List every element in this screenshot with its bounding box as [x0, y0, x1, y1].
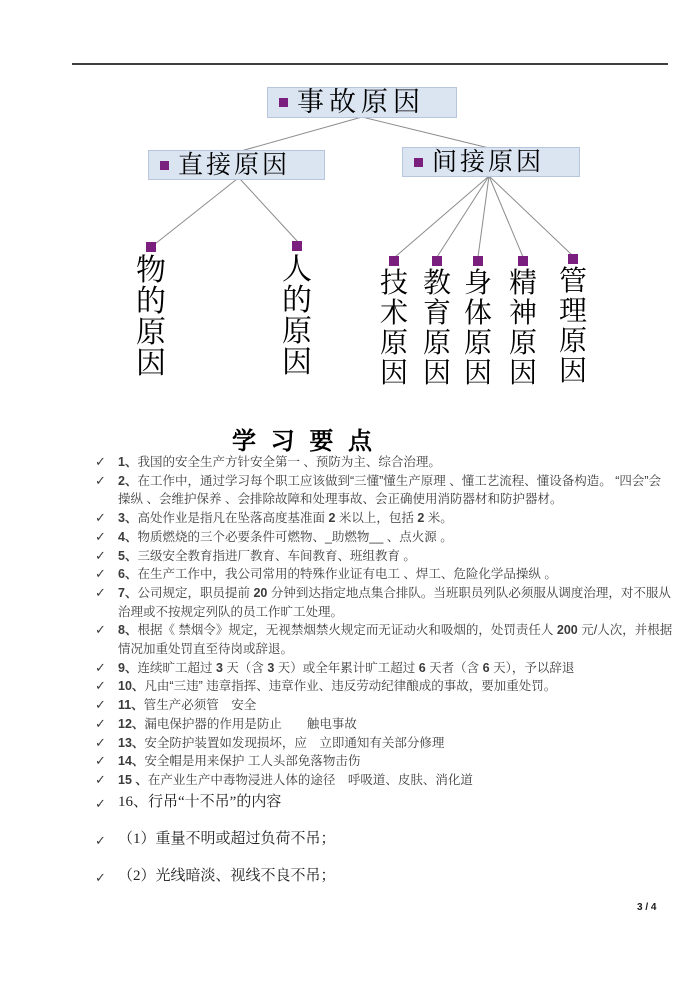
node-direct-cause [148, 150, 325, 180]
connector-line [489, 176, 572, 255]
list-item [95, 696, 685, 715]
check-icon: ✓ [95, 510, 106, 526]
list-item-text: 6、在生产工作中，我公司常用的特殊作业证有电工 、焊工、危险化学品操纵 。 [118, 567, 557, 582]
leaf-material-cause [134, 242, 168, 379]
ten-no-lift-list [95, 792, 685, 903]
leaf-label: 技术原因 [379, 268, 408, 389]
leaf-mental-cause [506, 256, 540, 389]
list-item-text: 9、连续旷工超过 3 天（含 3 天）或全年累计旷工超过 6 天者（含 6 天），予以辞退 [118, 660, 575, 675]
list-item-number: 16、 [118, 794, 149, 810]
leaf-label: 管理原因 [558, 266, 587, 387]
list-item-text: 5、三级安全教育指进厂教育、车间教育、班组教育 。 [118, 548, 416, 563]
section-heading: 学 习 要 点 [232, 428, 377, 455]
leaf-label: 人的原因 [282, 253, 312, 379]
bullet-square-icon [473, 256, 483, 266]
connector-line [155, 179, 237, 244]
check-icon: ✓ [95, 870, 106, 885]
check-icon: ✓ [95, 734, 106, 750]
list-item [95, 584, 685, 621]
connector-line [240, 179, 298, 242]
leaf-label: 精神原因 [508, 268, 537, 389]
bullet-square-icon [568, 254, 578, 264]
list-item-text: 7、公司规定，职员提前 20 分钟到达指定地点集合排队。当班职员列队必须服从调度治理，对不服从 治理或不按规定列队的员工作旷工处理。 [118, 585, 671, 619]
list-item [95, 509, 685, 528]
check-icon: ✓ [95, 678, 106, 694]
connector-line [395, 176, 489, 257]
list-item-text: 2、在工作中，通过学习每个职工应该做到“三懂”懂生产原理 、懂工艺流程、懂设备构造。 “四会”会 操纵 、会维护保养 、会排除故障和处理事故、会正确使用消防器材和防护器材。 [118, 473, 662, 507]
check-icon: ✓ [95, 454, 106, 469]
list-item-text: 行吊“十不吊”的内容 [148, 794, 282, 810]
check-icon: ✓ [95, 796, 106, 811]
list-item [95, 621, 685, 658]
check-icon: ✓ [95, 472, 106, 488]
check-icon: ✓ [95, 697, 106, 713]
connector-line [478, 176, 489, 257]
list-item [95, 547, 685, 566]
leaf-label: 教育原因 [422, 268, 451, 389]
bullet-square-icon [292, 241, 302, 251]
bullet-square-icon [279, 98, 288, 107]
list-item-text: 光线暗淡、视线不良不吊； [155, 868, 336, 884]
list-item-text: 重量不明或超过负荷不吊； [155, 831, 336, 847]
leaf-label: 物的原因 [136, 254, 166, 380]
check-icon: ✓ [95, 659, 106, 675]
list-item-text: 10、凡由“三违” 违章指挥、违章作业、违反劳动纪律酿成的事故，要加重处罚。 [118, 679, 557, 694]
list-item [95, 659, 685, 678]
list-item-text: 11、管生产必须管 安全 [118, 698, 257, 713]
list-item [95, 453, 685, 472]
list-item [95, 715, 685, 734]
list-item-text: 12、漏电保护器的作用是防止 触电事故 [118, 716, 357, 731]
connector-line [241, 117, 362, 151]
list-item [95, 752, 685, 771]
node-label: 事故原因 [297, 87, 425, 117]
bullet-square-icon [160, 161, 169, 170]
node-label: 间接原因 [432, 148, 545, 176]
bullet-square-icon [414, 158, 423, 167]
list-item-number: （2） [118, 868, 156, 884]
bullet-square-icon [389, 256, 399, 266]
connector-line [489, 176, 523, 257]
check-icon: ✓ [95, 528, 106, 544]
list-item [95, 771, 685, 790]
check-icon: ✓ [95, 622, 106, 638]
list-item [95, 792, 685, 812]
check-icon: ✓ [95, 715, 106, 731]
check-icon: ✓ [95, 584, 106, 600]
node-indirect-cause [402, 147, 580, 177]
connector-line [362, 117, 489, 148]
list-item [95, 528, 685, 547]
list-item-text: 4、物质燃烧的三个必要条件可燃物、_助燃物__ 、点火源 。 [118, 529, 453, 544]
leaf-education-cause [420, 256, 454, 389]
list-item-text: 8、根据《 禁烟令》规定，无视禁烟禁火规定而无证动火和吸烟的，处罚责任人 200 元/人次，并根据 情况加重处罚直至待岗或辞退。 [118, 623, 673, 657]
node-accident-cause [267, 87, 457, 118]
diagram-connector-lines [0, 0, 700, 420]
connector-line [437, 176, 489, 257]
list-item-text: 14、安全帽是用来保护 工人头部免落物击伤 [118, 754, 361, 769]
check-icon: ✓ [95, 771, 106, 787]
list-item-text: 3、高处作业是指凡在坠落高度基准面 2 米以上，包括 2 米。 [118, 511, 453, 526]
leaf-technical-cause [377, 256, 411, 389]
page-number: 3 / 4 [637, 902, 657, 913]
list-item [95, 472, 685, 509]
list-item-text: 1、我国的安全生产方针安全第一 、预防为主、综合治理。 [118, 455, 441, 469]
leaf-management-cause [556, 254, 590, 387]
list-item [95, 829, 685, 849]
check-icon: ✓ [95, 547, 106, 563]
list-item [95, 866, 685, 886]
bullet-square-icon [518, 256, 528, 266]
list-item [95, 677, 685, 696]
list-item [95, 734, 685, 753]
bullet-square-icon [432, 256, 442, 266]
list-item-text: 13、安全防护装置如发现损坏，应 立即通知有关部分修理 [118, 735, 445, 750]
leaf-label: 身体原因 [463, 268, 492, 389]
bullet-square-icon [146, 242, 156, 252]
list-item [95, 565, 685, 584]
leaf-human-cause [280, 241, 314, 378]
list-item-number: （1） [118, 831, 156, 847]
list-item-text: 15 、在产业生产中毒物浸进人体的途径 呼吸道、皮肤、消化道 [118, 772, 473, 787]
check-icon: ✓ [95, 833, 106, 848]
check-icon: ✓ [95, 753, 106, 769]
check-icon: ✓ [95, 566, 106, 582]
leaf-physical-cause [461, 256, 495, 389]
node-label: 直接原因 [178, 151, 291, 179]
key-points-list [95, 453, 685, 790]
